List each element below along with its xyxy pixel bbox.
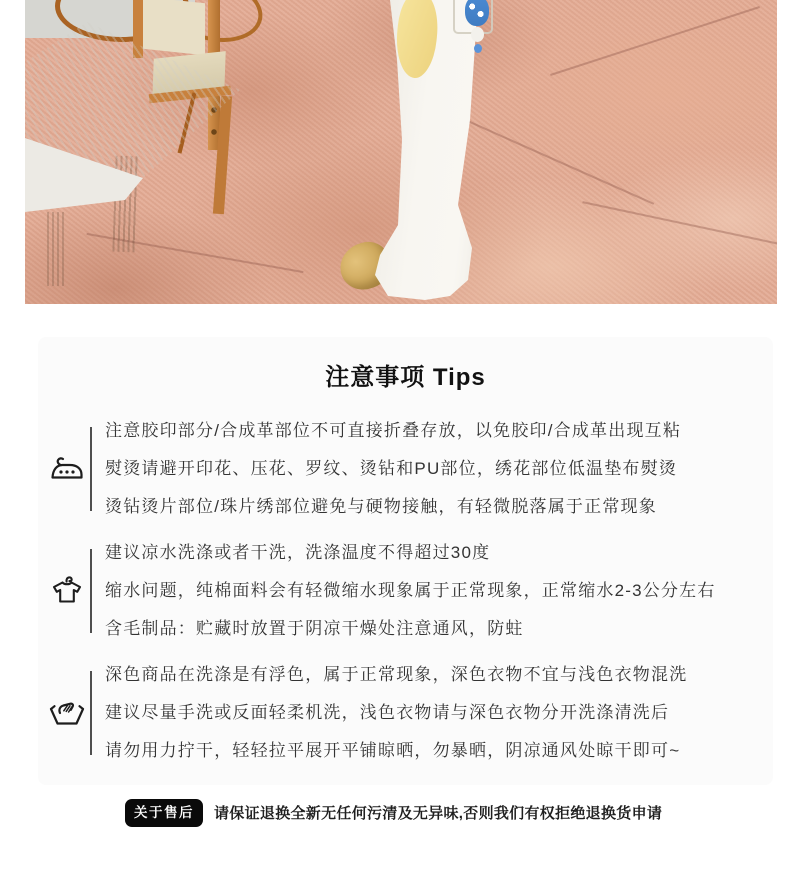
after-sales-badge: 关于售后 bbox=[125, 799, 203, 827]
tip-line: 请勿用力拧干，轻轻拉平展开平铺晾晒，勿暴晒，阴凉通风处晾干即可~ bbox=[105, 741, 681, 760]
tip-text bbox=[92, 534, 716, 648]
tip-line: 烫钻烫片部位/珠片绣部位避免与硬物接触，有轻微脱落属于正常现象 bbox=[105, 497, 657, 516]
after-sales-row bbox=[125, 799, 662, 827]
tip-row-ironing bbox=[44, 412, 773, 526]
tip-line: 熨烫请避开印花、压花、罗纹、烫钻和PU部位，绣花部位低温垫布熨烫 bbox=[105, 459, 678, 478]
after-sales-text: 请保证退换全新无任何污清及无异味,否则我们有权拒绝退换货申请 bbox=[214, 805, 663, 823]
tip-row-handwash bbox=[44, 656, 773, 770]
tip-line: 深色商品在洗涤是有浮色，属于正常现象，深色衣物不宜与浅色衣物混洗 bbox=[105, 665, 688, 684]
tips-title: 注意事项 Tips bbox=[325, 364, 486, 391]
floor-seam bbox=[582, 201, 777, 251]
tip-text bbox=[92, 412, 681, 526]
tshirt-hanger-icon bbox=[44, 573, 90, 609]
tip-text bbox=[92, 656, 687, 770]
care-tips-panel bbox=[38, 337, 773, 785]
tips-rows bbox=[38, 412, 773, 770]
tip-row-washing bbox=[44, 534, 773, 648]
chair-backrest bbox=[143, 0, 205, 55]
tip-line: 缩水问题，纯棉面料会有轻微缩水现象属于正常现象，正常缩水2-3公分左右 bbox=[105, 581, 716, 600]
charm-bead bbox=[471, 27, 484, 42]
tip-line: 建议凉水洗涤或者干洗，洗涤温度不得超过30度 bbox=[105, 543, 491, 562]
iron-icon bbox=[44, 453, 90, 485]
tip-line: 注意胶印部分/合成革部位不可直接折叠存放，以免胶印/合成革出现互粘 bbox=[105, 421, 682, 440]
charm-bead bbox=[474, 44, 482, 53]
handwash-icon bbox=[44, 696, 90, 730]
floor-seam bbox=[550, 6, 760, 76]
tip-line: 含毛制品：贮藏时放置于阴凉干燥处注意通风，防蛀 bbox=[105, 619, 524, 638]
product-photo bbox=[25, 0, 777, 304]
table-leg bbox=[47, 212, 65, 286]
tip-line: 建议尽量手洗或反面轻柔机洗，浅色衣物请与深色衣物分开洗涤清洗后 bbox=[105, 703, 670, 722]
blue-bag-charm bbox=[465, 0, 489, 26]
